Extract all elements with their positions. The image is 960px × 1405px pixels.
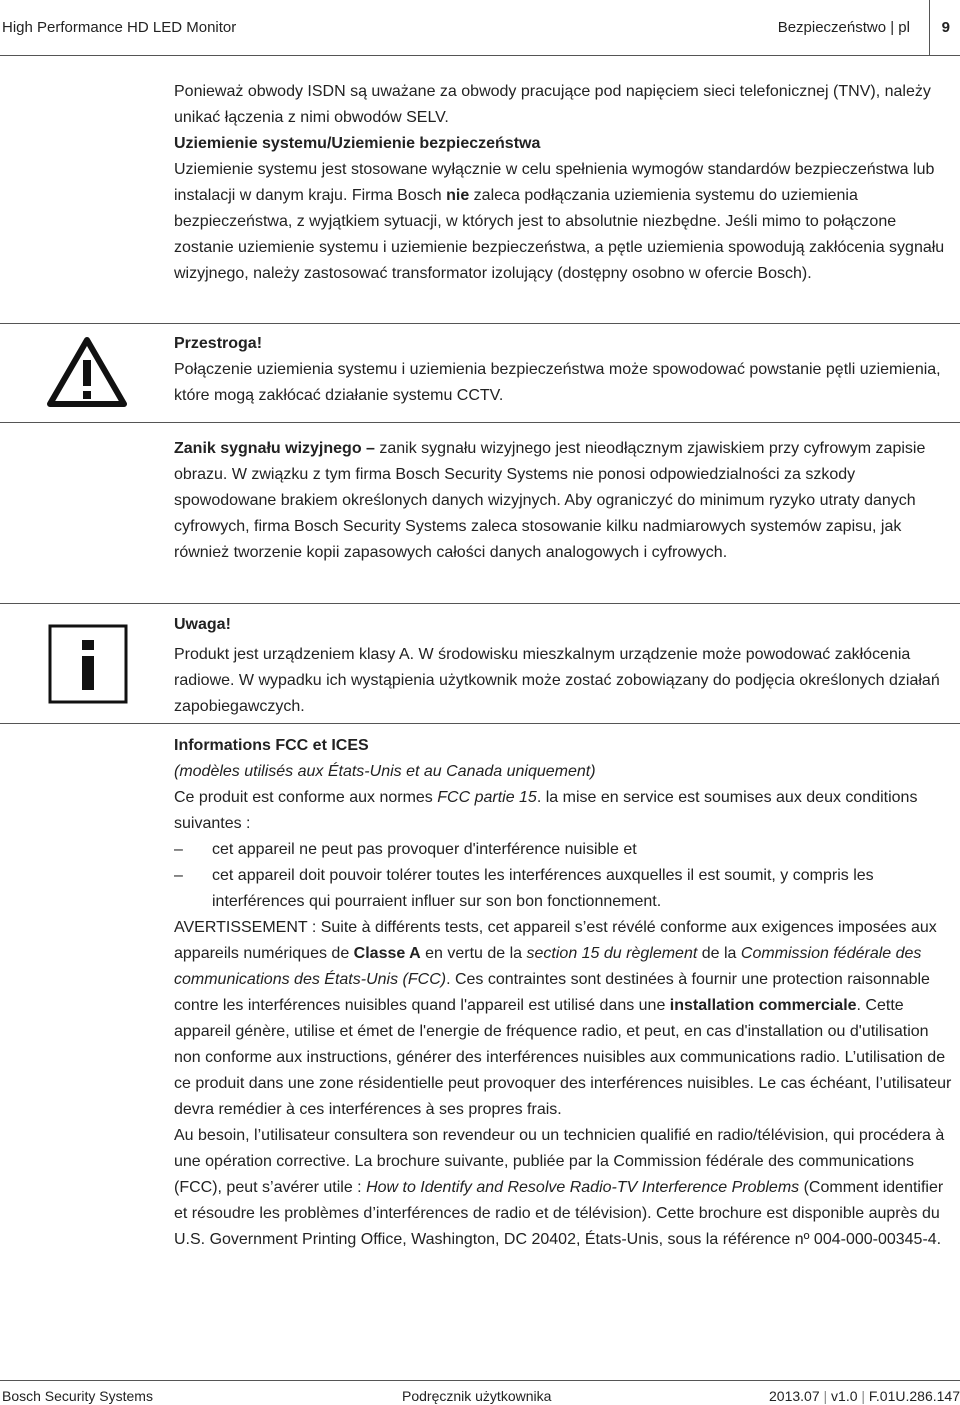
video-loss-paragraph: Zanik sygnału wizyjnego – zanik sygnału wizyjnego jest nieodłącznym zjawiskiem przy cyfrowym zapisie obrazu. W związku z tym firma Bosch Security Systems nie ponosi odpowiedzialności za szkody spowodowane brakiem określonych danych wizyjnych. Aby ograniczyć do minimum ryzyko utraty danych cyfrowych, firma Bosch Security Systems zaleca stosowanie kilku nadmiarowych systemów zapisu, jak również tworzenie kopii zapasowych całości danych analogowych i cyfrowych. [174, 440, 926, 561]
notice-title: Uwaga! [174, 616, 231, 633]
notice-box [174, 612, 954, 720]
header-rule [0, 55, 960, 56]
page-header [0, 0, 960, 56]
grounding-heading: Uziemienie systemu/Uziemienie bezpieczeństwa [174, 135, 541, 152]
info-icon [48, 624, 128, 704]
fcc-section [174, 733, 954, 1253]
notice-text: Produkt jest urządzeniem klasy A. W środowisku mieszkalnym urządzenie może powodować zakłócenia radiowe. W wypadku ich wystąpienia użytkownik może zostać zobowiązany do podjęcia określonych działań zapobiegawczych. [174, 646, 940, 715]
section-label: Bezpieczeństwo | pl [777, 19, 910, 36]
fcc-subheading: (modèles utilisés aux États-Unis et au Canada uniquement) [174, 763, 596, 780]
warning-triangle-icon [46, 336, 128, 408]
grounding-paragraph: Uziemienie systemu jest stosowane wyłącznie w celu spełnienia wymogów standardów bezpieczeństwa lub instalacji w danym kraju. Firma Bosch nie zaleca podłączania uziemienia systemu do uziemienia bezpieczeństwa, z wyjątkiem sytuacji, w których jest to absolutnie niezbędne. Jeśli mimo to połączone zostanie uziemienie systemu i uziemienie bezpieczeństwa, a pętle uziemienia spowodują zakłócenia sygnału wizyjnego, należy zastosować transformator izolujący (dostępny osobno w ofercie Bosch). [174, 161, 945, 282]
notice-top-rule [0, 603, 960, 604]
video-loss-section [174, 436, 954, 566]
list-item: – cet appareil ne peut pas provoquer d'interférence nuisible et [174, 841, 637, 858]
notice-bottom-rule [0, 723, 960, 724]
isdn-grounding-section [174, 79, 954, 287]
caution-title: Przestroga! [174, 335, 263, 352]
footer-manual: Podręcznik użytkownika [402, 1388, 552, 1404]
header-separator [929, 0, 930, 56]
page-footer [0, 1380, 960, 1405]
caution-top-rule [0, 323, 960, 324]
fcc-brochure: Au besoin, l’utilisateur consultera son revendeur ou un technicien qualifié en radio/télévision, qui procédera à une opération corrective. La brochure suivante, publiée par la Commission fédérale des communications (FCC), peut s’avérer utile : How to Identify and Resolve Radio-TV Interference Problems (Comment identifier et résoudre les problèmes d’interférences de radio et de télévision). Cette brochure est disponible auprès du U.S. Government Printing Office, Washington, DC 20402, États-Unis, sous la référence nº 004-000-00345-4. [174, 1127, 945, 1248]
fcc-conformity: Ce produit est conforme aux normes FCC partie 15. la mise en service est soumises aux deux conditions suivantes : [174, 789, 918, 832]
footer-rule [0, 1380, 960, 1381]
footer-company: Bosch Security Systems [2, 1388, 153, 1404]
fcc-warning: AVERTISSEMENT : Suite à différents tests, cet appareil s’est révélé conforme aux exigences imposées aux appareils numériques de Classe A en vertu de la section 15 du règlement de la Commission fédérale des communications des États-Unis (FCC). Ces contraintes sont destinées à fournir une protection raisonnable contre les interférences nuisibles quand l'appareil est utilisé dans une installation commerciale. Cette appareil génère, utilise et émet de l'energie de fréquence radio, et peut, en cas d'installation ou d'utilisation non conforme aux instructions, générer des interférences nuisibles aux communications radio. L’utilisation de ce produit dans une zone résidentielle peut provoquer des interférences nuisibles. Le cas échéant, l’utilisateur devra remédier à ces interférences à ses propres frais. [174, 919, 952, 1118]
caution-box [174, 331, 954, 409]
isdn-paragraph: Ponieważ obwody ISDN są uważane za obwody pracujące pod napięciem sieci telefonicznej (TNV), należy unikać łączenia z nimi obwodów SELV. [174, 83, 931, 126]
footer-docinfo: 2013.07 | v1.0 | F.01U.286.147 [769, 1388, 960, 1404]
list-item: – cet appareil doit pouvoir tolérer toutes les interférences auxquelles il est soumit, y compris les interférences qui pourraient influer sur son bon fonctionnement. [174, 867, 874, 910]
page-number: 9 [941, 19, 950, 36]
caution-text: Połączenie uziemienia systemu i uziemienia bezpieczeństwa może spowodować powstanie pętli uziemienia, które mogą zakłócać działanie systemu CCTV. [174, 361, 941, 404]
doc-title: High Performance HD LED Monitor [2, 19, 237, 36]
fcc-heading: Informations FCC et ICES [174, 737, 369, 754]
caution-bottom-rule [0, 422, 960, 423]
